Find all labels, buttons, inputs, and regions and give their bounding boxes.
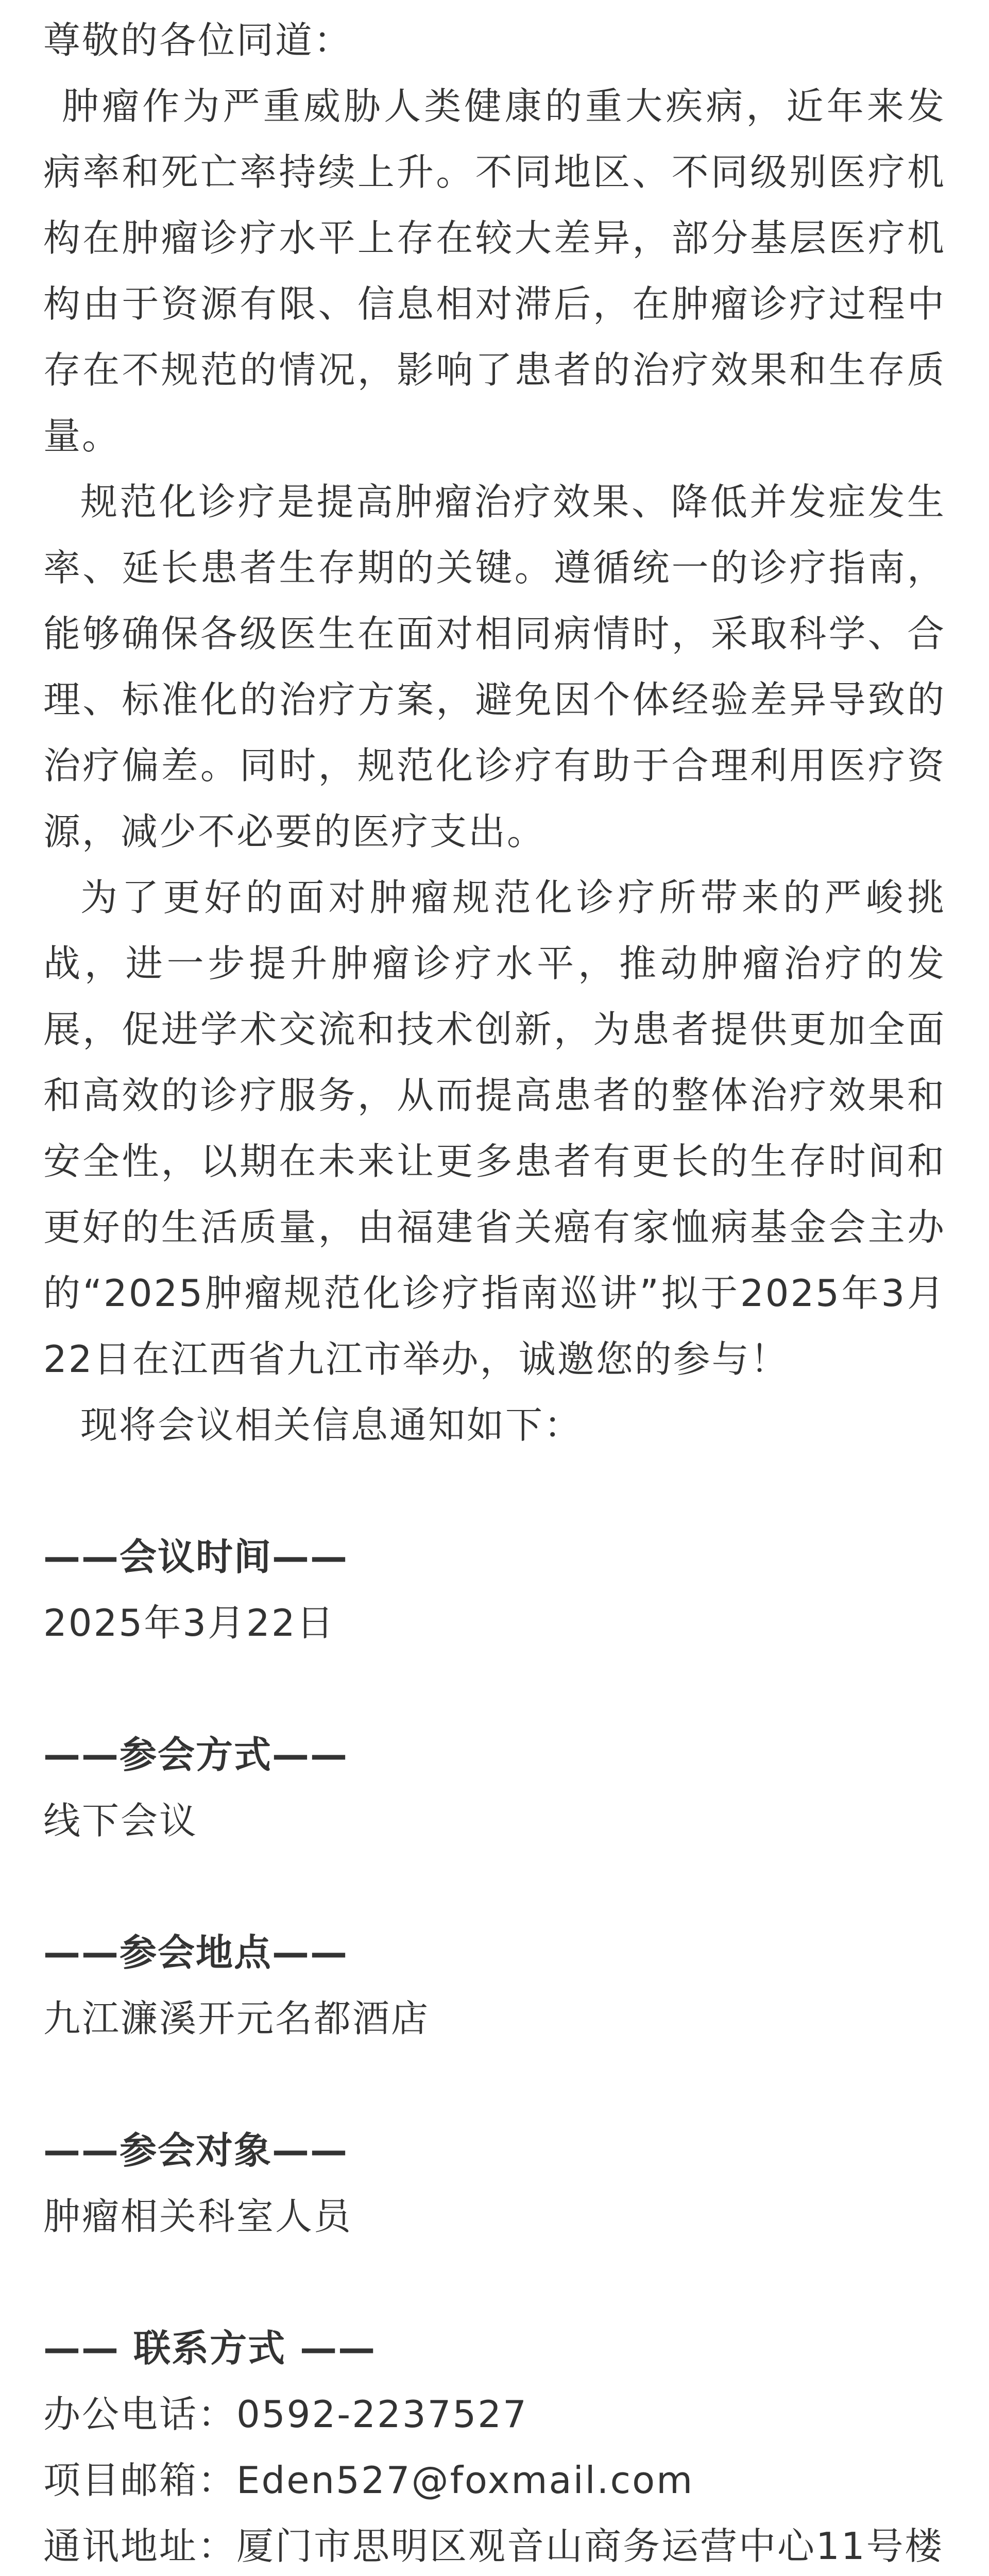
section-title: ——参会对象—— [43,2129,349,2172]
contact-email-label: 项目邮箱： [43,2459,237,2502]
contact-address-value: 厦门市思明区观音山商务运营中心11号楼 [236,2524,944,2568]
meeting-mode-value: 线下会议 [43,1799,198,1842]
section-meeting-time [43,1524,946,1656]
section-title: —— 联系方式 —— [43,2327,377,2370]
section-title: ——会议时间—— [43,1535,349,1579]
section-meeting-mode [43,1722,946,1854]
meeting-time-value: 2025年3月22日 [43,1601,335,1645]
section-meeting-venue [43,1920,946,2052]
section-title: ——参会方式—— [43,1733,349,1776]
section-title: ——参会地点—— [43,1931,349,1974]
meeting-audience-value: 肿瘤相关科室人员 [43,2195,353,2238]
contact-email-value: Eden527@foxmail.com [236,2459,694,2502]
contact-phone [43,2381,946,2447]
paragraph-background: 肿瘤作为严重威胁人类健康的重大疾病，近年来发病率和死亡率持续上升。不同地区、不同级别医疗机构在肿瘤诊疗水平上存在较大差异，部分基层医疗机构由于资源有限、信息相对滞后，在肿瘤诊疗过程中存在不规范的情况，影响了患者的治疗效果和生存质量。 [43,84,946,457]
paragraph-standardization: 规范化诊疗是提高肿瘤治疗效果、降低并发症发生率、延长患者生存期的关键。遵循统一的诊疗指南，能够确保各级医生在面对相同病情时，采取科学、合理、标准化的治疗方案，避免因个体经验差异导致的治疗偏差。同时，规范化诊疗有助于合理利用医疗资源，减少不必要的医疗支出。 [43,480,946,853]
contact-phone-value: 0592-2237527 [236,2393,528,2436]
contact-address [43,2513,946,2576]
contact-address-label: 通讯地址： [43,2524,237,2568]
meeting-venue-value: 九江濂溪开元名都酒店 [43,1997,430,2040]
greeting: 尊敬的各位同道： [43,19,353,62]
paragraph-invitation: 为了更好的面对肿瘤规范化诊疗所带来的严峻挑战，进一步提升肿瘤诊疗水平，推动肿瘤治疗的发展，促进学术交流和技术创新，为患者提供更加全面和高效的诊疗服务，从而提高患者的整体治疗效果和安全性，以期在未来让更多患者有更长的生存时间和更好的生活质量，由福建省关癌有家恤病基金会主办的“2025肿瘤规范化诊疗指南巡讲”拟于2025年3月22日在江西省九江市举办，诚邀您的参与！ [43,876,946,1381]
paragraph-intro-info: 现将会议相关信息通知如下： [80,1403,583,1447]
section-meeting-audience [43,2117,946,2249]
section-contact [43,2315,946,2576]
contact-phone-label: 办公电话： [43,2393,237,2436]
contact-email [43,2447,946,2513]
